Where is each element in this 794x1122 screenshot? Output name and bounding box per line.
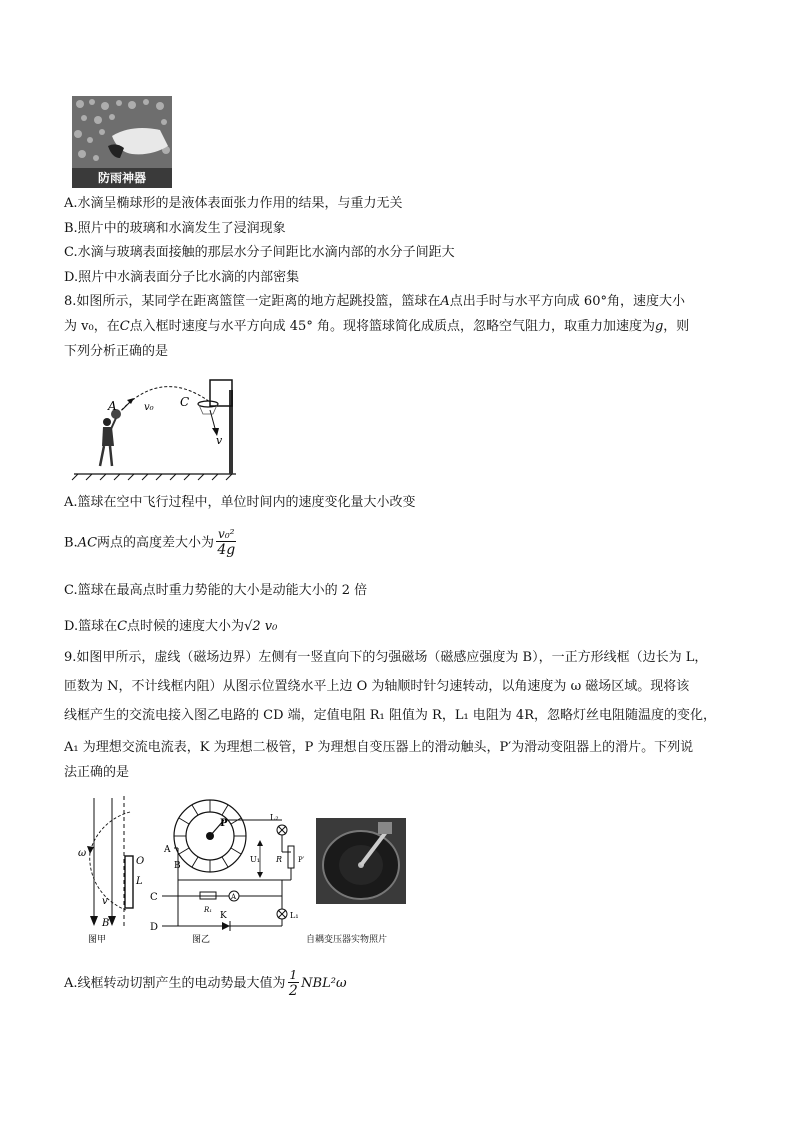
label-a: A — [108, 399, 117, 413]
q7-option-d: D.照片中水滴表面分子比水滴的内部密集 — [64, 270, 300, 285]
svg-text:B: B — [102, 918, 110, 929]
caption-jia: 图甲 — [88, 935, 107, 944]
figure-jia — [68, 792, 158, 944]
svg-text:K: K — [220, 911, 227, 921]
a-fraction: $\frac{1}{2}$ — [288, 967, 298, 999]
player-body — [102, 427, 114, 446]
svg-text:B: B — [174, 861, 181, 871]
svg-text:R₁: R₁ — [204, 906, 213, 914]
svg-text:D: D — [150, 922, 159, 933]
b-fraction: $\frac{\text{v₀²}}{4g}$ — [217, 527, 236, 558]
svg-text:v: v — [102, 896, 108, 907]
rain-repellent-photo — [72, 96, 172, 188]
q8-option-a: A.篮球在空中飞行过程中，单位时间内的速度变化量大小改变 — [64, 495, 416, 510]
photo-label: 防雨神器 — [97, 171, 146, 185]
q9-stem-line5: 法正确的是 — [64, 765, 130, 780]
svg-text:A: A — [164, 845, 171, 855]
q9-stem-line2: 匝数为 N，不计线框内阻）从图示位置绕水平上边 O 为轴顺时针匀速转动，以角速度为 ω 磁场区域。现将该 — [64, 679, 690, 694]
q8-stem-line1: 8.如图所示，某同学在距离篮筐一定距离的地方起跳投篮，篮球在A点出手时与水平方向成 60°角，速度大小 — [64, 294, 685, 309]
caption-yi: 图乙 — [192, 935, 211, 944]
q7-option-b: B.照片中的玻璃和水滴发生了浸润现象 — [64, 221, 286, 236]
q8-option-b: B.AC两点的高度差大小为 $\frac{\text{v₀²}}{4g}$ — [64, 527, 236, 558]
svg-text:R: R — [276, 855, 283, 864]
q9-stem-line1: 9.如图甲所示，虚线（磁场边界）左侧有一竖直向下的匀强磁场（磁感应强度为 B），一正方形线框（边长为 L， — [64, 650, 708, 665]
label-c: C — [180, 395, 190, 409]
q8-option-d: D.篮球在C点时候的速度大小为√2 v₀ — [64, 619, 278, 634]
svg-text:L₁: L₁ — [290, 911, 299, 920]
svg-text:P: P — [220, 818, 228, 829]
q8-stem-line3: 下列分析正确的是 — [64, 344, 169, 359]
basketball-figure — [70, 370, 250, 482]
rheostat — [288, 846, 294, 868]
hoop-rim — [198, 401, 218, 407]
q8-option-c: C.篮球在最高点时重力势能的大小是动能大小的 2 倍 — [64, 583, 368, 598]
q9-stem-line4: A₁ 为理想交流电流表，K 为理想二极管，P 为理想自变压器上的滑动触头，P′为滑动变阻器上的滑片。下列说 — [64, 740, 694, 755]
svg-text:O: O — [136, 856, 145, 867]
coil-frame — [125, 856, 133, 908]
backboard — [210, 380, 232, 406]
svg-text:ω: ω — [78, 848, 87, 859]
autotransformer-photo — [316, 818, 406, 904]
caption-photo: 自耦变压器实物照片 — [306, 935, 388, 945]
figure-yi — [148, 796, 308, 944]
svg-text:C: C — [150, 892, 158, 903]
q7-option-a: A.水滴呈椭球形的是液体表面张力作用的结果，与重力无关 — [64, 196, 403, 211]
label-v: v — [216, 434, 223, 447]
q9-option-a: A.线框转动切割产生的电动势最大值为 $\frac{1}{2}$ NBL²ω — [64, 967, 347, 999]
q8-stem-line2: 为 v₀，在C点入框时速度与水平方向成 45° 角。现将篮球简化成质点，忽略空气阻力，取重力加速度为g，则 — [64, 319, 690, 334]
player-head — [103, 418, 111, 426]
q9-stem-line3: 线框产生的交流电接入图乙电路的 CD 端，定值电阻 R₁ 阻值为 R，L₁ 电阻为 4R，忽略灯丝电阻随温度的变化， — [64, 708, 716, 723]
svg-text:L: L — [136, 876, 143, 887]
svg-text:A: A — [231, 893, 237, 901]
q7-option-c: C.水滴与玻璃表面接触的那层水分子间距比水滴内部的水分子间距大 — [64, 245, 455, 260]
svg-text:U₁: U₁ — [250, 855, 260, 864]
diode-k — [222, 922, 230, 930]
svg-text:P′: P′ — [298, 856, 305, 864]
label-v0: v₀ — [144, 402, 154, 413]
svg-text:L₂: L₂ — [270, 813, 279, 822]
